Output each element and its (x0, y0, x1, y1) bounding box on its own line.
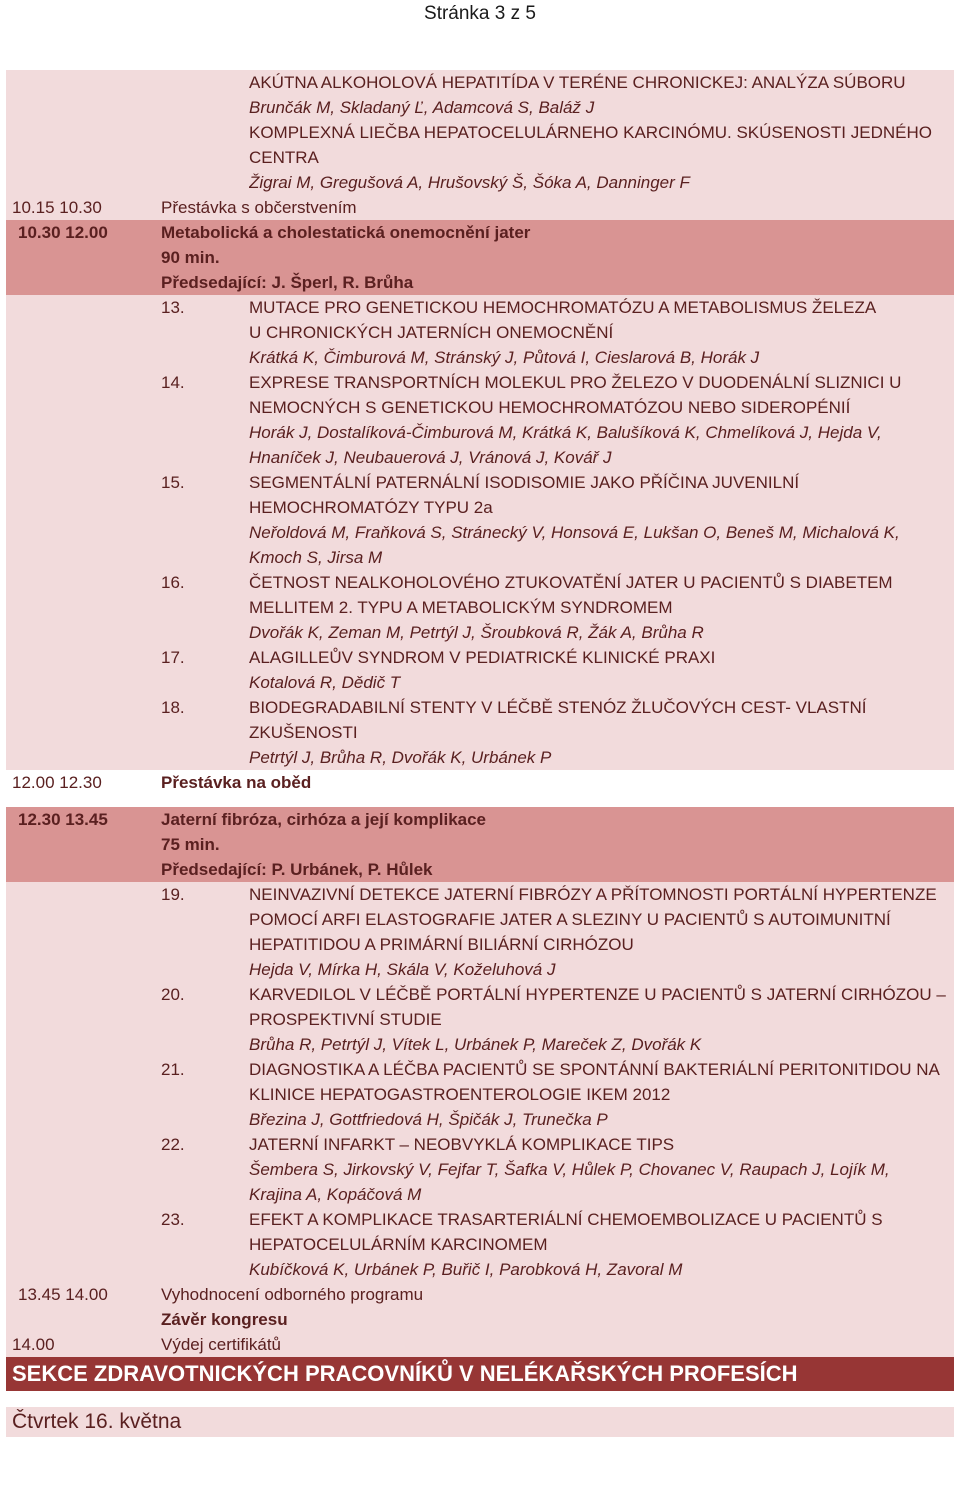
talk-title-text: KARVEDILOL V LÉČBĚ PORTÁLNÍ HYPERTENZE U PACIENTŮ S JATERNÍ CIRHÓZOU – (249, 985, 946, 1004)
talk-authors-line: Šembera S, Jirkovský V, Fejfar T, Šafka V, Hůlek P, Chovanec V, Raupach J, Lojík M, (249, 1160, 890, 1179)
talk-item (12, 695, 954, 770)
talk-number: 13. (161, 298, 185, 317)
talk-item (12, 882, 954, 982)
session-time: 12.30 13.45 (18, 810, 108, 829)
talk-authors-line: Dvořák K, Zeman M, Petrtýl J, Šroubková R, Žák A, Brůha R (249, 623, 704, 642)
talk-item (12, 570, 954, 645)
talk-title-line: KLINICE HEPATOGASTROENTEROLOGIE IKEM 2012 (249, 1085, 671, 1104)
certs-label: Výdej certifikátů (161, 1335, 281, 1354)
closing-sublabel: Závěr kongresu (161, 1310, 288, 1329)
talk-title-line: KOMPLEXNÁ LIEČBA HEPATOCELULÁRNEHO KARCINÓMU. SKÚSENOSTI JEDNÉHO (249, 123, 932, 142)
break-time: 10.15 10.30 (12, 198, 102, 217)
talk-authors-line: Hejda V, Mírka H, Skála V, Koželuhová J (249, 960, 556, 979)
talk-number: 14. (161, 373, 185, 392)
talk-authors-line: Březina J, Gottfriedová H, Špičák J, Trunečka P (249, 1110, 608, 1129)
top-talks-block (6, 70, 954, 195)
talk-authors-line: Brunčák M, Skladaný Ľ, Adamcová S, Baláž J (249, 98, 595, 117)
talk-authors-line: Brůha R, Petrtýl J, Vítek L, Urbánek P, Mareček Z, Dvořák K (249, 1035, 702, 1054)
talk-title-line (161, 370, 954, 395)
talk-authors-line: Krajina A, Kopáčová M (249, 1185, 422, 1204)
talk-title-text: NEINVAZIVNÍ DETEKCE JATERNÍ FIBRÓZY A PŘÍTOMNOSTI PORTÁLNÍ HYPERTENZE (249, 885, 937, 904)
talk-title-line (161, 645, 954, 670)
talk-title-line: U CHRONICKÝCH JATERNÍCH ONEMOCNĚNÍ (249, 323, 614, 342)
talk-title-line: PROSPEKTIVNÍ STUDIE (249, 1010, 442, 1029)
session-title: Jaterní fibróza, cirhóza a její komplikace (161, 810, 487, 829)
talk-authors-line: Neřoldová M, Fraňková S, Stránecký V, Honsová E, Lukšan O, Beneš M, Michalová K, (249, 523, 900, 542)
talk-title-text: DIAGNOSTIKA A LÉČBA PACIENTŮ SE SPONTÁNNÍ BAKTERIÁLNÍ PERITONITIDOU NA (249, 1060, 940, 1079)
talk-title-line: HEPATOCELULÁRNÍM KARCINOMEM (249, 1235, 548, 1254)
talk-number: 19. (161, 885, 185, 904)
talk-title-line (161, 1132, 954, 1157)
closing-label: Vyhodnocení odborného programu (161, 1285, 424, 1304)
talk-title-line (161, 470, 954, 495)
talk-title-line: HEMOCHROMATÓZY TYPU 2a (249, 498, 493, 517)
page-number: Stránka 3 z 5 (424, 3, 536, 24)
talk-authors-line: Horák J, Dostalíková-Čimburová M, Krátká K, Balušíková K, Chmelíková J, Hejda V, (249, 423, 882, 442)
talk-number: 17. (161, 648, 185, 667)
session-header (6, 807, 954, 882)
talk-title-line: AKÚTNA ALKOHOLOVÁ HEPATITÍDA V TERÉNE CHRONICKEJ: ANALÝZA SÚBORU (249, 73, 906, 92)
lunch-label: Přestávka na oběd (161, 773, 312, 792)
talk-item (12, 70, 954, 120)
session-chairs: Předsedající: J. Šperl, R. Brůha (161, 273, 414, 292)
talk-authors-line: Krátká K, Čimburová M, Stránský J, Půtová I, Cieslarová B, Horák J (249, 348, 760, 367)
talk-item (12, 645, 954, 695)
talk-item (12, 470, 954, 570)
break-label: Přestávka s občerstvením (161, 198, 357, 217)
closing-block (6, 1282, 954, 1332)
talk-item (12, 1207, 954, 1282)
talk-number: 15. (161, 473, 185, 492)
section-banner: SEKCE ZDRAVOTNICKÝCH PRACOVNÍKŮ V NELÉKAŘSKÝCH PROFESÍCH (6, 1357, 954, 1391)
talk-title-text: BIODEGRADABILNÍ STENTY V LÉČBĚ STENÓZ ŽLUČOVÝCH CEST- VLASTNÍ (249, 698, 867, 717)
session-talks (6, 882, 954, 1282)
talk-number: 23. (161, 1210, 185, 1229)
talk-item (12, 370, 954, 470)
talk-title-line (161, 1057, 954, 1082)
session-talks (6, 295, 954, 770)
session-time: 10.30 12.00 (18, 223, 108, 242)
talk-title-line: POMOCÍ ARFI ELASTOGRAFIE JATER A SLEZINY U PACIENTŮ S AUTOIMUNITNÍ (249, 910, 891, 929)
session-chairs: Předsedající: P. Urbánek, P. Hůlek (161, 860, 433, 879)
day-heading: Čtvrtek 16. května (6, 1407, 954, 1437)
talk-title-line: CENTRA (249, 148, 319, 167)
session-duration: 75 min. (161, 835, 220, 854)
talk-authors-line: Petrtýl J, Brůha R, Dvořák K, Urbánek P (249, 748, 552, 767)
talk-title-text: ALAGILLEŮV SYNDROM V PEDIATRICKÉ KLINICKÉ PRAXI (249, 648, 716, 667)
spacer (6, 795, 954, 807)
talk-authors-line: Kubíčková K, Urbánek P, Buřič I, Parobková H, Zavoral M (249, 1260, 683, 1279)
coffee-break-row (6, 195, 954, 220)
talk-authors-line: Kotalová R, Dědič T (249, 673, 401, 692)
talk-number: 20. (161, 985, 185, 1004)
talk-title-line (161, 695, 954, 720)
session-header (6, 220, 954, 295)
certs-time: 14.00 (12, 1335, 55, 1354)
talk-authors-line: Kmoch S, Jirsa M (249, 548, 383, 567)
talk-title-line (161, 1207, 954, 1232)
certificates-row (6, 1332, 954, 1357)
session-title: Metabolická a cholestatická onemocnění jater (161, 223, 531, 242)
lunch-time: 12.00 12.30 (12, 773, 102, 792)
talk-title-line (161, 882, 954, 907)
talk-title-text: ČETNOST NEALKOHOLOVÉHO ZTUKOVATĚNÍ JATER U PACIENTŮ S DIABETEM (249, 573, 893, 592)
talk-authors-line: Žigrai M, Gregušová A, Hrušovský Š, Šóka A, Danninger F (249, 173, 690, 192)
talk-title-line: HEPATITIDOU A PRIMÁRNÍ BILIÁRNÍ CIRHÓZOU (249, 935, 634, 954)
closing-time: 13.45 14.00 (18, 1285, 108, 1304)
talk-item (12, 295, 954, 370)
talk-authors-line: Hnaníček J, Neubauerová J, Vránová J, Kovář J (249, 448, 612, 467)
talk-item (12, 1057, 954, 1132)
talk-title-text: EFEKT A KOMPLIKACE TRASARTERIÁLNÍ CHEMOEMBOLIZACE U PACIENTŮ S (249, 1210, 883, 1229)
talk-title-line (161, 295, 954, 320)
talk-title-text: JATERNÍ INFARKT – NEOBVYKLÁ KOMPLIKACE TIPS (249, 1135, 675, 1154)
program-table (6, 70, 954, 1437)
talk-title-text: SEGMENTÁLNÍ PATERNÁLNÍ ISODISOMIE JAKO PŘÍČINA JUVENILNÍ (249, 473, 800, 492)
talk-title-line (161, 982, 954, 1007)
talk-item (12, 1132, 954, 1207)
talk-number: 18. (161, 698, 185, 717)
session-duration: 90 min. (161, 248, 220, 267)
spacer (6, 1391, 954, 1407)
talk-item (12, 982, 954, 1057)
talk-number: 21. (161, 1060, 185, 1079)
talk-title-line: NEMOCNÝCH S GENETICKOU HEMOCHROMATÓZOU NEBO SIDEROPÉNIÍ (249, 398, 851, 417)
talk-title-line: ZKUŠENOSTI (249, 723, 358, 742)
lunch-break-row (6, 770, 954, 795)
talk-title-text: MUTACE PRO GENETICKOU HEMOCHROMATÓZU A METABOLISMUS ŽELEZA (249, 298, 877, 317)
talk-number: 22. (161, 1135, 185, 1154)
talk-number: 16. (161, 573, 185, 592)
talk-title-line: MELLITEM 2. TYPU A METABOLICKÝM SYNDROMEM (249, 598, 673, 617)
talk-title-line (161, 570, 954, 595)
talk-title-text: EXPRESE TRANSPORTNÍCH MOLEKUL PRO ŽELEZO V DUODENÁLNÍ SLIZNICI U (249, 373, 902, 392)
talk-item (12, 120, 954, 195)
